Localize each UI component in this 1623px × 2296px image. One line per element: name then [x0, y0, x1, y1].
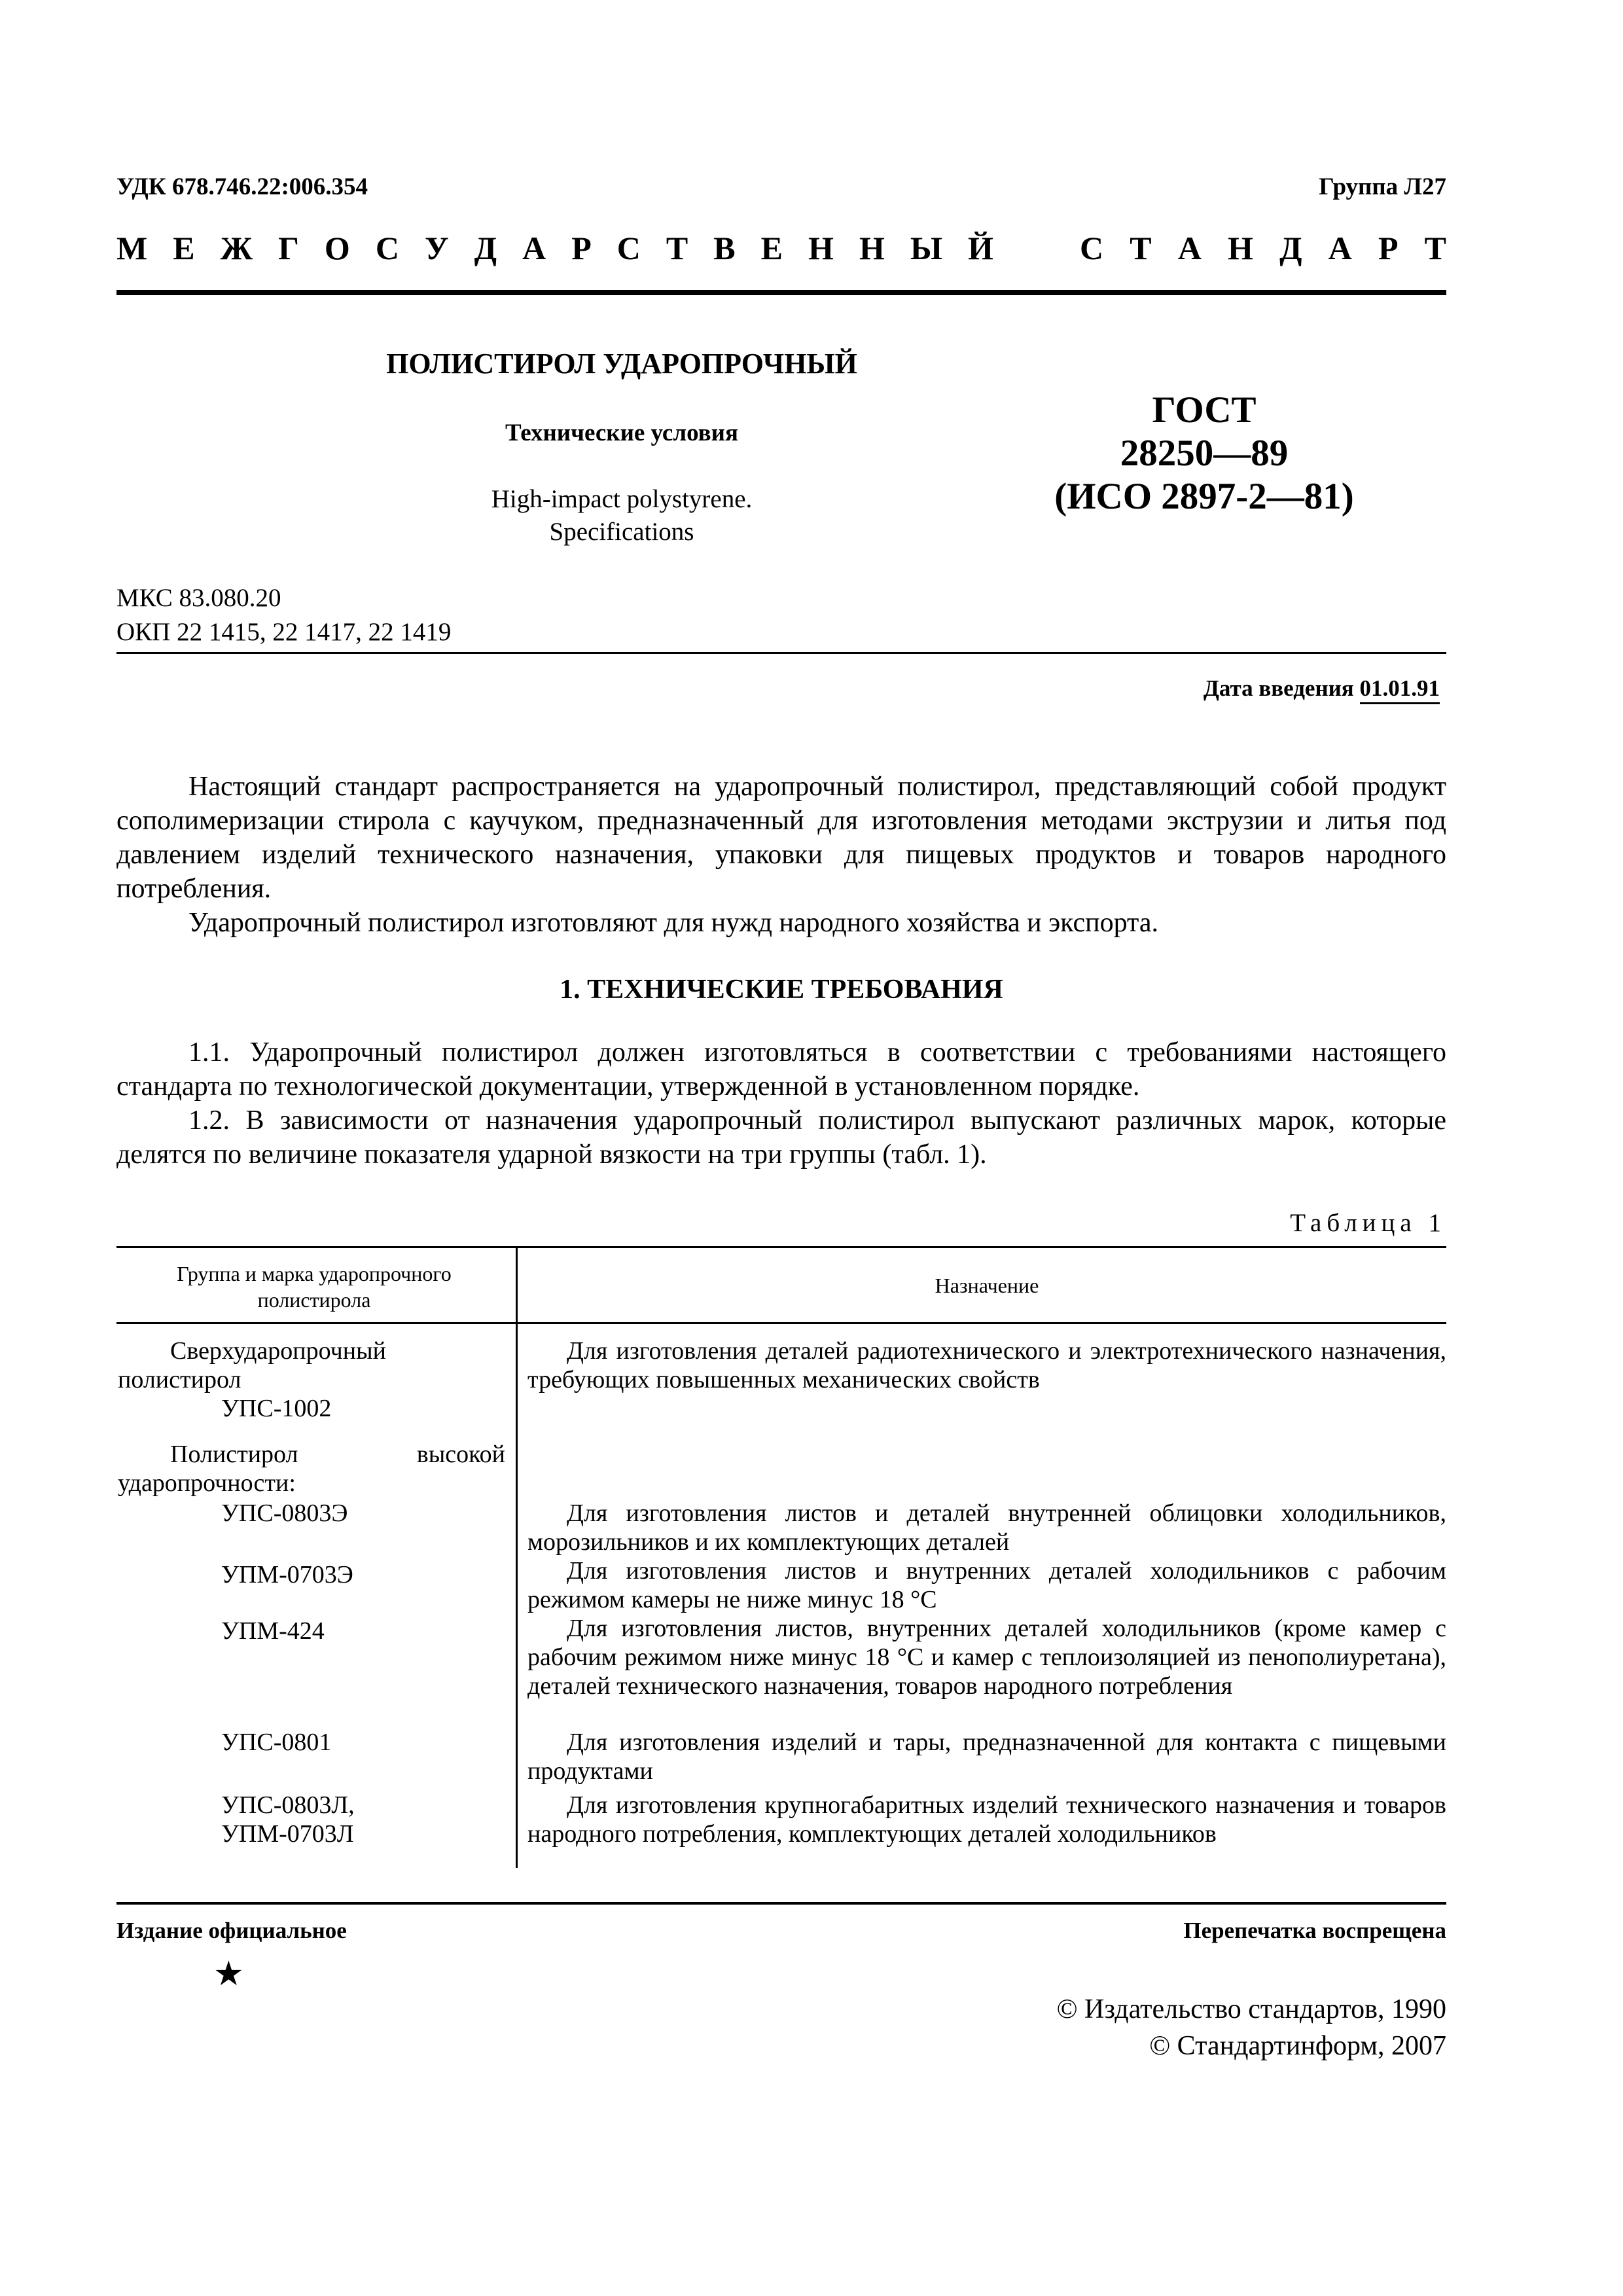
- banner-letter: Д: [1279, 230, 1302, 266]
- purpose-text: Для изготовления листов и деталей внутренней облицовки холодильников, морозильников и их комплектующих деталей: [527, 1499, 1446, 1556]
- gost-line1: ГОСТ: [1152, 389, 1257, 431]
- document-title: ПОЛИСТИРОЛ УДАРОПРОЧНЫЙ: [386, 348, 857, 380]
- table-row-purpose: [527, 1614, 1446, 1700]
- document-subtitle: Технические условия: [505, 420, 738, 446]
- section-heading: 1. ТЕХНИЧЕСКИЕ ТРЕБОВАНИЯ: [560, 975, 1003, 1005]
- table-group-superimpact: Сверхударопрочный полистирол: [118, 1337, 386, 1393]
- gost-line3: (ИСО 2897-2—81): [1054, 476, 1354, 517]
- banner-letter: С: [616, 230, 641, 266]
- introduction-date: [851, 675, 1440, 702]
- banner-letter: Т: [1424, 230, 1446, 266]
- banner-letter: Ы: [910, 230, 942, 266]
- banner-letter: М: [116, 230, 148, 266]
- banner-letter: Г: [278, 230, 299, 266]
- header-rule: [116, 290, 1446, 295]
- banner-letter: А: [522, 230, 546, 266]
- banner-letter: С: [375, 230, 399, 266]
- banner-letter: Р: [1378, 230, 1399, 266]
- intro-date-value: 01.01.91: [1360, 675, 1440, 704]
- banner-letter: А: [1177, 230, 1202, 266]
- intro-date-label: Дата введения: [1203, 675, 1354, 701]
- banner-word-interstate: [116, 229, 993, 267]
- table-row-purpose: [527, 1556, 1446, 1614]
- english-title-line2: Specifications: [549, 518, 694, 546]
- banner-letter: Е: [173, 230, 195, 266]
- banner-letter: У: [424, 230, 449, 266]
- star-icon: ★: [213, 1956, 244, 1993]
- banner-letter: Т: [1130, 230, 1152, 266]
- udk-code: УДК 678.746.22:006.354: [116, 173, 368, 200]
- banner-letter: Й: [967, 230, 993, 266]
- banner-letter: Д: [474, 230, 497, 266]
- classification-codes: [116, 581, 451, 649]
- gost-line2: 28250—89: [1120, 433, 1289, 474]
- codes-rule: [116, 652, 1446, 654]
- banner-letter: Н: [1228, 230, 1253, 266]
- reprint-notice: Перепечатка воспрещена: [1183, 1918, 1446, 1943]
- table-row-purpose: [527, 1499, 1446, 1556]
- purpose-text: Для изготовления листов, внутренних деталей холодильников (кроме камер с рабочим режимом ниже минус 18 °С и камер с теплоизоляцией из пенополиуретана), деталей технического назначения, товаров народного потребления: [527, 1615, 1446, 1700]
- table-header-rule: [116, 1322, 1446, 1324]
- table-header-purpose: Назначение: [935, 1274, 1039, 1297]
- table-row-mark: УПС-0803Э: [221, 1499, 348, 1527]
- gost-number: [1021, 389, 1387, 518]
- table-row-mark-line2: УПМ-0703Л: [221, 1820, 354, 1848]
- purpose-text: Для изготовления изделий и тары, предназначенной для контакта с пищевыми продуктами: [527, 1729, 1446, 1785]
- table-row-mark: УПС-1002: [221, 1395, 332, 1422]
- table-row-mark: УПМ-0703Э: [221, 1561, 353, 1588]
- purpose-text: Для изготовления листов и внутренних деталей холодильников с рабочим режимом камеры не ниже минус 18 °С: [527, 1557, 1446, 1613]
- banner-letter: Н: [859, 230, 885, 266]
- table-row-purpose: [527, 1791, 1446, 1848]
- table-group-highimpact: Полистирол высокой ударопрочности:: [118, 1441, 505, 1497]
- banner-word-standard: [1080, 229, 1446, 267]
- banner-letter: Е: [760, 230, 783, 266]
- table-row-mark: УПМ-424: [221, 1617, 325, 1645]
- okp-code: ОКП 22 1415, 22 1417, 22 1419: [116, 618, 452, 646]
- table-row-purpose: [527, 1336, 1446, 1394]
- footer-rule: [116, 1902, 1446, 1905]
- table-header-group: Группа и марка ударопрочного полистирола: [177, 1262, 452, 1312]
- copyright-1990: © Издательство стандартов, 1990: [1056, 1994, 1446, 2024]
- banner-letter: Ж: [220, 230, 253, 266]
- banner-letter: С: [1080, 230, 1104, 266]
- table-row-mark: [221, 1791, 355, 1848]
- banner-letter: Р: [571, 230, 592, 266]
- banner-letter: А: [1328, 230, 1352, 266]
- english-title-line1: High-impact polystyrene.: [491, 485, 753, 513]
- table-caption: Таблица 1: [1290, 1209, 1446, 1237]
- standard-banner: [116, 229, 1446, 267]
- intro-paragraph: Настоящий стандарт распространяется на ударопрочный полистирол, представляющий собой продукт сополимеризации стирола с каучуком, предназначенный для изготовления методами экструзии и литья под давлением изделий технического назначения, упаковки для пищевых продуктов и товаров народного потребления.: [116, 772, 1446, 904]
- purpose-text: Для изготовления деталей радиотехнического и электротехнического назначения, требующих повышенных механических свойств: [527, 1337, 1446, 1393]
- table-top-rule: [116, 1246, 1446, 1248]
- table-row-mark: УПС-0801: [221, 1729, 332, 1756]
- clause-1-1: 1.1. Ударопрочный полистирол должен изготовляться в соответствии с требованиями настоящего стандарта по технологической документации, утвержденной в установленном порядке.: [116, 1037, 1446, 1102]
- official-edition: Издание официальное: [116, 1918, 347, 1943]
- group-code: Группа Л27: [1319, 173, 1446, 200]
- copyright-2007: © Стандартинформ, 2007: [1149, 2031, 1446, 2061]
- table-row-mark-line1: УПС-0803Л,: [221, 1791, 355, 1819]
- purpose-paragraph: Ударопрочный полистирол изготовляют для нужд народного хозяйства и экспорта.: [188, 908, 1159, 938]
- table-column-divider: [516, 1246, 518, 1868]
- banner-letter: О: [324, 230, 350, 266]
- mks-code: МКС 83.080.20: [116, 584, 281, 612]
- banner-letter: Т: [666, 230, 688, 266]
- clause-1-2: 1.2. В зависимости от назначения ударопрочный полистирол выпускают различных марок, которые делятся по величине показателя ударной вязкости на три группы (табл. 1).: [116, 1105, 1446, 1170]
- table-row-purpose: [527, 1728, 1446, 1785]
- purpose-text: Для изготовления крупногабаритных изделий технического назначения и товаров народного потребления, комплектующих деталей холодильников: [527, 1791, 1446, 1848]
- banner-letter: В: [713, 230, 736, 266]
- english-title: [327, 483, 916, 548]
- banner-letter: Н: [808, 230, 834, 266]
